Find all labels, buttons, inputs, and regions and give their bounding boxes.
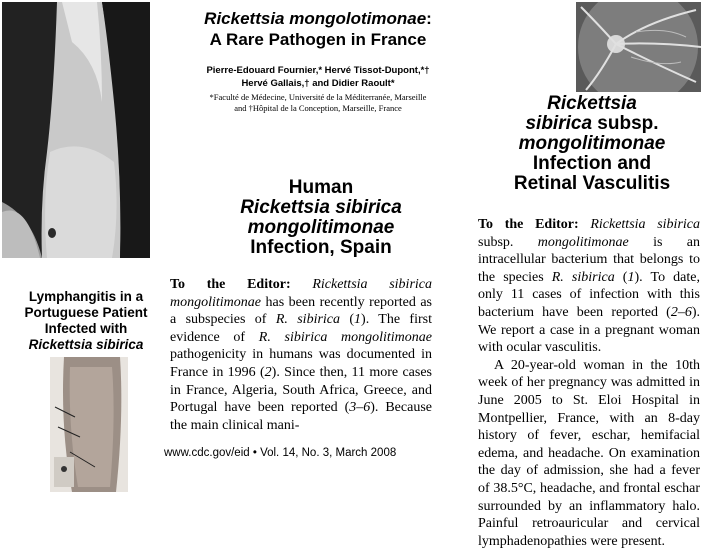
article2-title	[176, 178, 466, 258]
leg-eschar-photo	[2, 2, 150, 258]
article3-title-line1: Rickettsia	[547, 93, 637, 114]
text-run: ). To date, only 11 cases of infection with this bacterium have been reported (	[478, 269, 700, 320]
reference: 1	[354, 312, 362, 328]
article2-title-line3: mongolitimonae	[247, 217, 395, 238]
affiliation-line2: and †Hôpital de la Conception, Marseille, France	[234, 103, 402, 113]
text-run: ). The first evidence of	[170, 312, 432, 345]
article1-authors	[168, 64, 468, 90]
text-run: subsp.	[478, 234, 538, 250]
article3-title-line5: Retinal Vasculitis	[513, 173, 671, 194]
article4-title-line1: Lymphangitis in a	[28, 289, 144, 304]
article1-title-colon: :	[426, 9, 432, 28]
text-run: is an intracellular bacterium that belongs to the species	[478, 234, 700, 285]
article2-title-line4: Infection, Spain	[250, 237, 392, 258]
species-name: R. sibirica	[275, 312, 341, 328]
species-name: R. sibirica mongolitimonae	[258, 329, 432, 345]
authors-line2: Hervé Gallais,† and Didier Raoult*	[241, 78, 395, 89]
journal-footer: www.cdc.gov/eid • Vol. 14, No. 3, March 2008	[164, 447, 397, 459]
species-name: R. sibirica	[551, 269, 615, 285]
article3-paragraph1	[478, 216, 700, 357]
retina-angiography-photo	[576, 2, 701, 92]
article3-body	[478, 216, 700, 550]
article2-title-line2: Rickettsia sibirica	[240, 197, 402, 218]
text-run	[291, 277, 313, 292]
article1-title-line2: A Rare Pathogen in France	[209, 30, 427, 49]
species-name: Rickettsia sibirica	[590, 217, 700, 232]
arm-lymphangitis-photo	[50, 357, 128, 492]
article3-paragraph2: A 20-year-old woman in the 10th week of her pregnancy was admitted in June 2005 to St. Eloi Hospital in Montpellier, France, with an 8-day history of fever, eschar, hemifacial edema, and headache. On examination the day of admission, she had a fever of 38.5°C, headache, and frontal eschar surrounded by an inflammatory halo. Painful retroauricular and cervical lymphadenopathies were present.	[478, 357, 700, 549]
article2-paragraph	[170, 276, 432, 434]
text-run: ). Since then, 11 more cases in France, Algeria, South Africa, Greece, and Portugal have been reported (	[170, 364, 432, 416]
text-run: (	[340, 312, 355, 328]
title-italic-part: sibirica	[525, 113, 593, 134]
reference: 1	[627, 269, 635, 285]
article3-title-line3: mongolitimonae	[518, 133, 666, 154]
species-name: mongolitimonae	[537, 234, 629, 250]
article4-title	[4, 289, 168, 353]
article2-body	[170, 276, 432, 434]
title-rest-part: subsp.	[592, 113, 659, 134]
editor-label: To the Editor:	[478, 217, 579, 232]
text-run: ). Because the main clinical mani-	[170, 400, 432, 433]
reference: 3–6	[349, 400, 371, 416]
reference: 2	[264, 364, 272, 380]
article1-affiliation	[168, 92, 468, 114]
text-run: (	[614, 269, 628, 285]
article1-title-italic: Rickettsia mongolotimonae	[204, 9, 427, 28]
text-run: has been recently reported as a subspecies of	[170, 294, 432, 328]
text-run: pathogenicity in humans was documented in France in 1996 (	[170, 347, 432, 380]
affiliation-line1: *Faculté de Médecine, Université de la Méditerranée, Marseille	[209, 92, 427, 102]
article4-title-line4: Rickettsia sibirica	[28, 337, 144, 352]
article3-title	[492, 94, 692, 194]
article3-title-line4: Infection and	[532, 153, 652, 174]
article2-title-line1: Human	[288, 177, 354, 198]
reference: 2–6	[670, 304, 692, 320]
article3-title-line2	[492, 114, 692, 134]
text-run: ). We report a case in a pregnant woman with ocular vasculitis.	[478, 304, 700, 356]
species-name: Rickettsia sibirica mongolitimonae	[170, 277, 432, 310]
editor-label: To the Editor:	[170, 277, 291, 292]
article4-title-line3: Infected with	[44, 321, 128, 336]
authors-line1: Pierre-Edouard Fournier,* Hervé Tissot-Dupont,*†	[206, 65, 430, 76]
article1-title	[168, 8, 468, 50]
article4-title-line2: Portuguese Patient	[24, 305, 148, 320]
